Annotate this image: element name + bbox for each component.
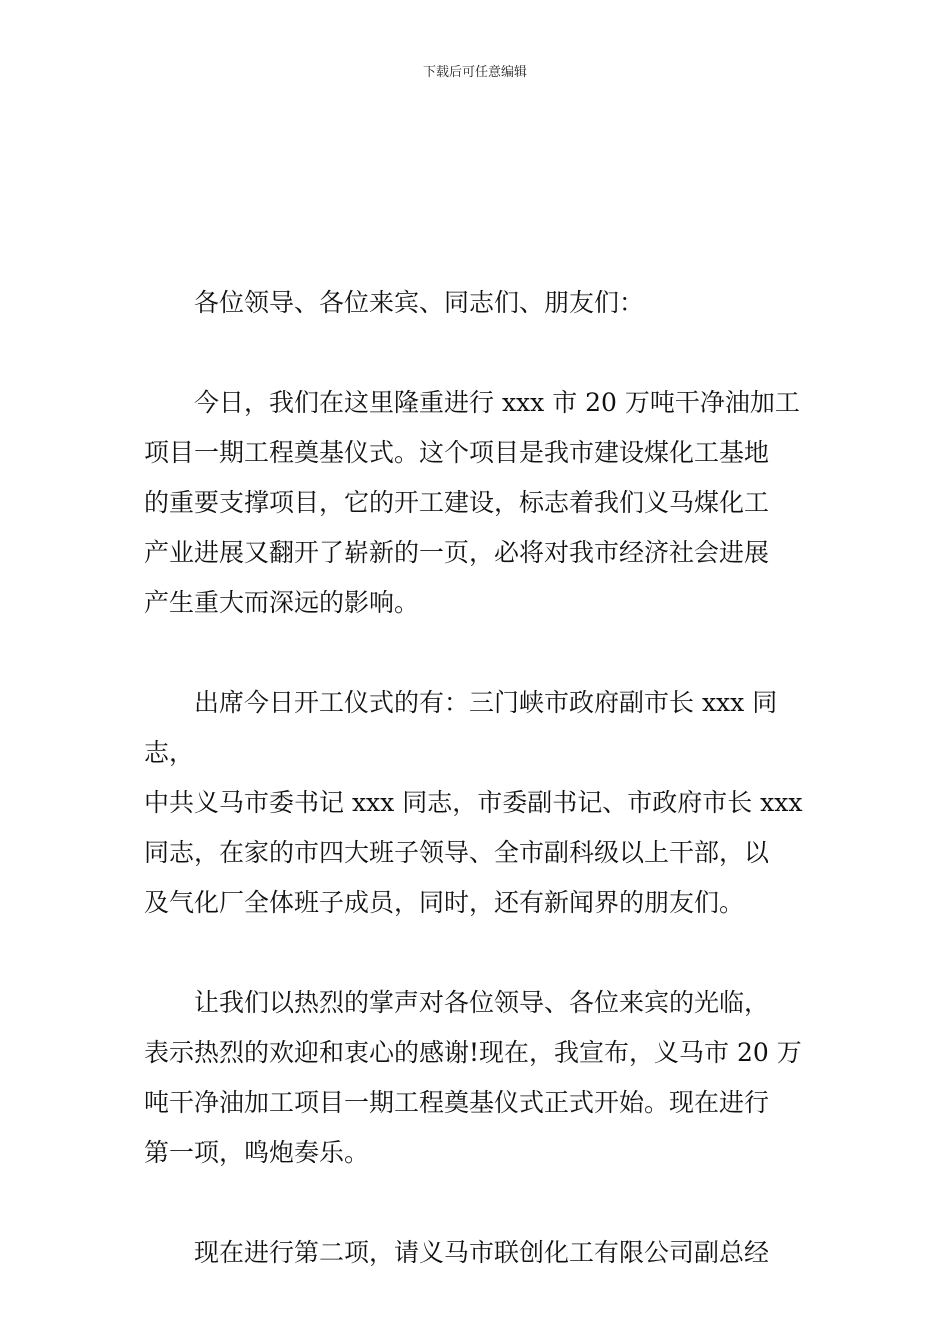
paragraph-groundbreaking-intro: 今日，我们在这里隆重进行 xxx 市 20 万吨干净油加工 项目一期工程奠基仪式。这个项目是我市建设煤化工基地 的重要支撑项目，它的开工建设，标志着我们义马煤化工 产业进展又翻开了崭新的一页，必将对我市经济社会进展 产生重大而深远的影响。 xyxy=(144,388,800,617)
document-body xyxy=(144,278,824,1328)
paragraph-salutation: 各位领导、各位来宾、同志们、朋友们： xyxy=(194,288,645,317)
page-header-note: 下载后可任意编辑 xyxy=(422,65,527,80)
paragraph-welcome-announcement: 让我们以热烈的掌声对各位领导、各位来宾的光临， 表示热烈的欢迎和衷心的感谢!现在，我宣布，义马市 20 万 吨干净油加工项目一期工程奠基仪式正式开始。现在进行 第一项，鸣炮奏乐。 xyxy=(144,988,802,1167)
paragraph-attendees: 出席今日开工仪式的有：三门峡市政府副市长 xxx 同志， 中共义马市委书记 xxx 同志，市委副书记、市政府市长 xxx 同志，在家的市四大班子领导、全市副科级以上干部，以 及气化厂全体班子成员，同时，还有新闻界的朋友们。 xyxy=(144,688,803,917)
paragraph-second-item: 现在进行第二项，请义马市联创化工有限公司副总经 xyxy=(194,1238,770,1267)
